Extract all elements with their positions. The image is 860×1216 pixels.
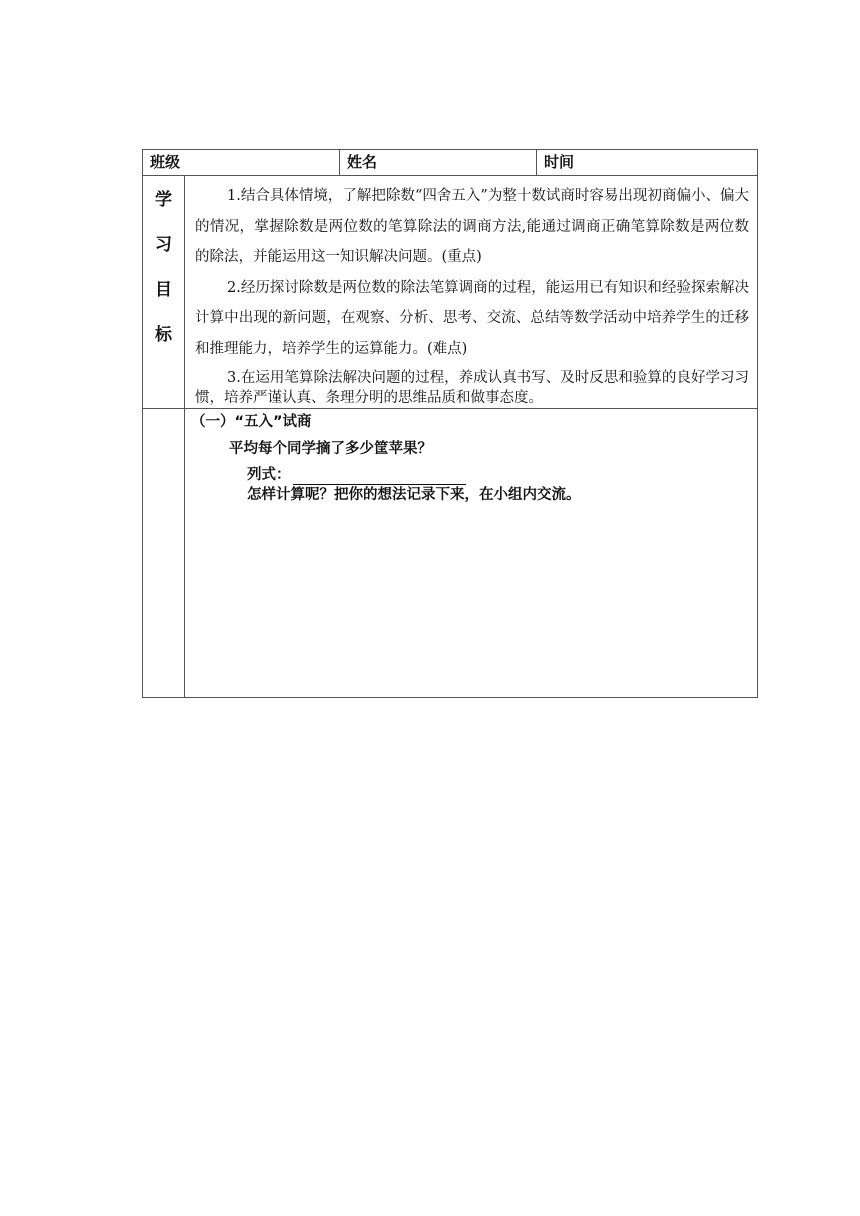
class-cell: [143, 150, 340, 176]
activity-content: [185, 409, 758, 698]
side-char: 目: [155, 280, 172, 300]
formula-line: [191, 465, 757, 485]
name-label: 姓名: [347, 153, 378, 171]
name-cell: [340, 150, 537, 176]
discussion-prompt: 怎样计算呢？把你的想法记录下来，在小组内交流。: [247, 487, 581, 503]
worksheet-table: [142, 149, 758, 698]
objectives-content: [185, 176, 758, 409]
question-text: 平均每个同学摘了多少筐苹果？: [229, 441, 432, 457]
side-char: 习: [155, 235, 172, 255]
activity-side-cell: [143, 409, 185, 698]
formula-label: 列式：: [247, 467, 291, 483]
objective-item: 2.经历探讨除数是两位数的除法笔算调商的过程，能运用已有知识和经验探索解决计算中出现的新问题，在观察、分析、思考、交流、总结等数学活动中培养学生的迁移和推理能力，培养学生的运算能力。(难点): [195, 279, 750, 357]
section-title: （一）“五入”试商: [191, 414, 312, 430]
objectives-side-label: [143, 176, 185, 409]
objective-item: 3.在运用笔算除法解决问题的过程，养成认真书写、及时反思和验算的良好学习习惯，培养严谨认真、条理分明的思维品质和做事态度。: [195, 370, 750, 406]
objective-item: 1.结合具体情境，了解把除数“四舍五入”为整十数试商时容易出现初商偏小、偏大的情况，掌握除数是两位数的笔算除法的调商方法,能通过调商正确笔算除数是两位数的除法，并能运用这一知识解决问题。(重点): [195, 188, 750, 265]
formula-answer-blank[interactable]: [293, 468, 466, 485]
time-label: 时间: [544, 153, 575, 171]
header-row: [143, 150, 758, 176]
activity-row: [143, 409, 758, 698]
objectives-row: [143, 176, 758, 409]
class-label: 班级: [150, 153, 181, 171]
side-char: 学: [155, 190, 172, 210]
time-cell: [537, 150, 758, 176]
side-char: 标: [155, 325, 172, 345]
